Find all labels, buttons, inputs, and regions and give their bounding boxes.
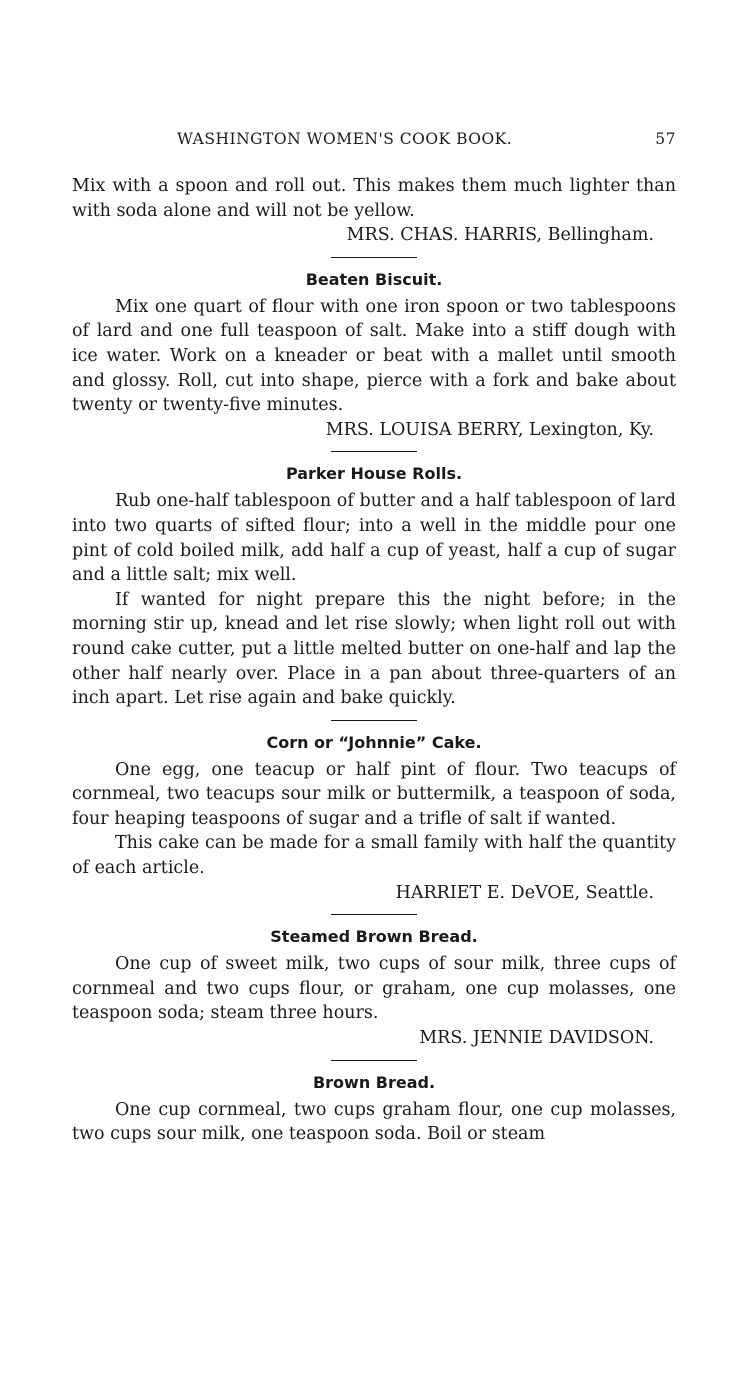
recipe-parker-house-rolls (72, 462, 676, 710)
section-divider (331, 914, 417, 915)
intro-paragraph: Mix with a spoon and roll out. This makes them much lighter than with soda alone and will not be yellow. (72, 176, 676, 221)
recipe-signature: MRS. JENNIE DAVIDSON. (419, 1028, 654, 1049)
intro-signature: MRS. CHAS. HARRIS, Bellingham. (346, 225, 654, 246)
page-number: 57 (655, 130, 676, 148)
recipe-paragraph: Mix one quart of flour with one iron spoon or two tablespoons of lard and one full teaspoon of salt. Make into a stiff dough with ice water. Work on a kneader or beat with a mallet until smooth and glossy. Roll, cut into shape, pierce with a fork and bake about twenty or twenty-five minutes. (72, 296, 676, 416)
recipe-title: Brown Bread. (312, 1072, 436, 1092)
recipe-brown-bread (72, 1071, 676, 1147)
section-divider (331, 257, 417, 258)
section-divider (331, 720, 417, 721)
recipe-title: Beaten Biscuit. (305, 269, 443, 289)
recipe-paragraph: One cup of sweet milk, two cups of sour milk, three cups of cornmeal and two cups flour, or graham, one cup molasses, one teaspoon soda; steam three hours. (72, 954, 676, 1024)
recipe-paragraph: This cake can be made for a small family with half the quantity of each article. (72, 833, 676, 879)
recipe-title: Parker House Rolls. (285, 464, 463, 484)
book-page (72, 130, 676, 1147)
recipe-corn-johnnie-cake (72, 731, 676, 906)
running-head-title: WASHINGTON WOMEN'S COOK BOOK. (177, 130, 513, 148)
recipe-paragraph: One cup cornmeal, two cups graham flour, one cup molasses, two cups sour milk, one teaspoon soda. Boil or steam (72, 1099, 676, 1145)
recipe-title: Corn or “Johnnie” Cake. (266, 732, 482, 752)
recipe-paragraph: If wanted for night prepare this the night before; in the morning stir up, knead and let rise slowly; when light roll out with round cake cutter, put a little melted butter on one-half and lap the other half nearly over. Place in a pan about three-quarters of an inch apart. Let rise again and bake quickly. (72, 589, 676, 709)
recipe-paragraph: Rub one-half tablespoon of butter and a half tablespoon of lard into two quarts of sifted flour; into a well in the middle pour one pint of cold boiled milk, add half a cup of yeast, half a cup of sugar and a little salt; mix well. (72, 491, 676, 586)
section-divider (331, 1060, 417, 1061)
recipe-paragraph: One egg, one teacup or half pint of flour. Two teacups of cornmeal, two teacups sour milk or buttermilk, a teaspoon of soda, four heaping teaspoons of sugar and a trifle of salt if wanted. (72, 759, 676, 829)
recipe-title: Steamed Brown Bread. (270, 927, 478, 947)
recipe-signature: MRS. LOUISA BERRY, Lexington, Ky. (325, 419, 654, 440)
recipe-beaten-biscuit (72, 268, 676, 443)
recipe-steamed-brown-bread (72, 925, 676, 1050)
section-divider (331, 451, 417, 452)
recipe-signature: HARRIET E. DeVOE, Seattle. (395, 882, 654, 903)
running-head (72, 130, 676, 156)
